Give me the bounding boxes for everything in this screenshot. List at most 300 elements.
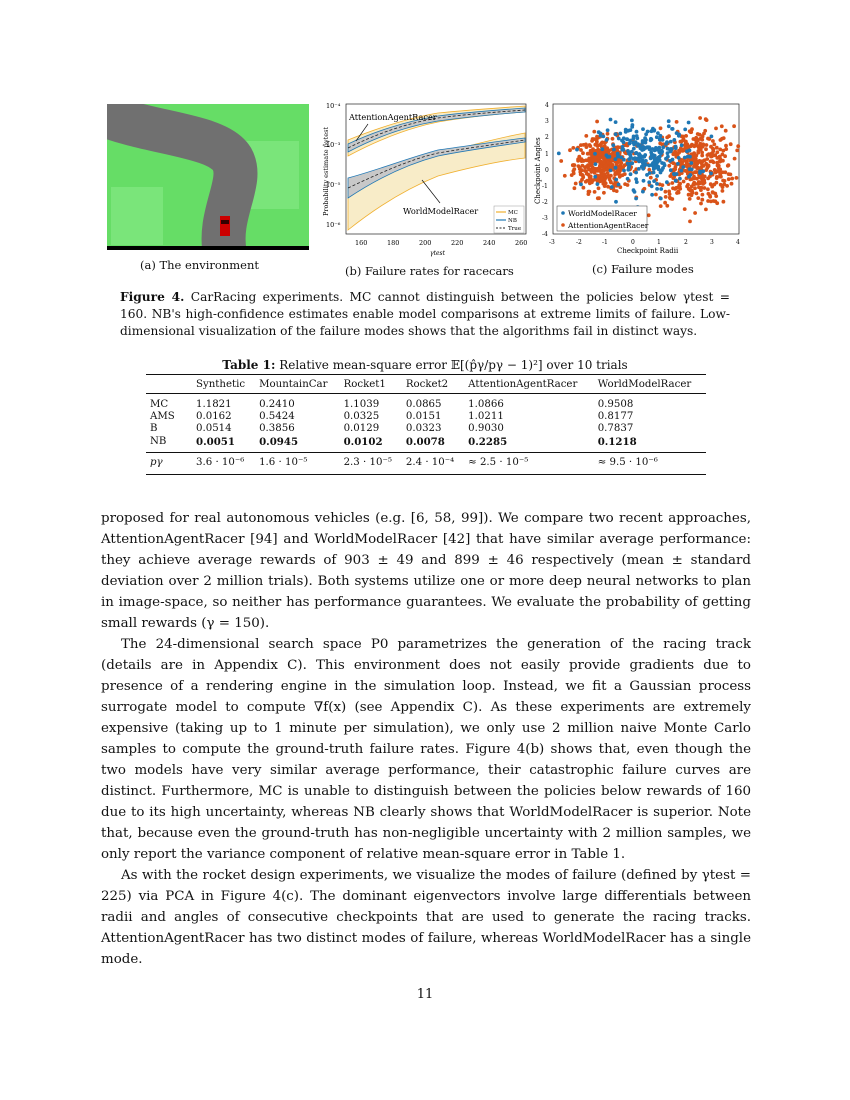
scatter-point [683, 169, 687, 173]
scatter-point [632, 188, 636, 192]
scatter-point [679, 169, 683, 173]
scatter-point [629, 155, 633, 159]
table-cell: 0.5424 [259, 411, 295, 423]
scatter-point [588, 190, 592, 194]
scatter-point [701, 144, 705, 148]
table-cell: 0.0151 [405, 411, 442, 423]
scatter-point [578, 170, 582, 174]
table-caption [120, 358, 730, 372]
scatter-point [706, 199, 710, 203]
scatter-point [600, 177, 604, 181]
scatter-point [721, 185, 725, 189]
scatter-point [599, 134, 603, 138]
scatter-point [730, 177, 734, 181]
scatter-point [599, 165, 603, 169]
scatter-point [641, 139, 645, 143]
scatter-point [667, 134, 671, 138]
scatter-point [721, 179, 725, 183]
scatter-point [622, 169, 626, 173]
scatter-point [686, 183, 690, 187]
yc-tick-m1: -1 [542, 183, 548, 190]
chart-c-ylabel: Checkpoint Angles [534, 137, 542, 204]
scatter-point [688, 197, 692, 201]
scatter-point [647, 145, 651, 149]
scatter-point [617, 137, 621, 141]
scatter-point [735, 149, 739, 153]
scatter-point [677, 156, 681, 160]
scatter-point [584, 169, 588, 173]
panel-a-caption: (a) The environment [140, 258, 259, 272]
scatter-point [640, 165, 644, 169]
body-paragraph-3: As with the rocket design experiments, we visualize the modes of failure (defined by γtest = 225) via PCA in Figure 4(c). The dominant eigenvectors involve large differentials between radii and angles of consecutive checkpoints that are used to generate the racing tracks. AttentionAgentRacer has two distinct modes of failure, whereas WorldModelRacer has a single mode. [101, 868, 751, 967]
scatter-point [690, 189, 694, 193]
scatter-point [674, 179, 678, 183]
scatter-point [573, 186, 577, 190]
scatter-point [594, 162, 598, 166]
scatter-point [683, 207, 687, 211]
scatter-point [680, 143, 684, 147]
scatter-point [695, 166, 699, 170]
table-cell: 0.0514 [196, 423, 232, 435]
scatter-point [668, 174, 672, 178]
scatter-point [649, 151, 653, 155]
scatter-point [617, 183, 621, 187]
scatter-point [689, 144, 693, 148]
scatter-point [614, 157, 618, 161]
scatter-point [588, 181, 592, 185]
scatter-point [559, 159, 563, 163]
scatter-point [628, 142, 632, 146]
scatter-point [633, 156, 637, 160]
yc-tick-m4: -4 [542, 231, 548, 238]
scatter-point [736, 144, 740, 148]
scatter-point [572, 172, 576, 176]
scatter-point [666, 155, 670, 159]
scatter-point [609, 180, 613, 184]
scatter-point [721, 189, 725, 193]
scatter-point [647, 213, 651, 217]
scatter-point [644, 132, 648, 136]
scatter-point [696, 182, 700, 186]
scatter-point [634, 197, 638, 201]
x-tick-260: 260 [515, 239, 528, 247]
scatter-point [689, 173, 693, 177]
failure-modes-scatter [533, 96, 745, 264]
scatter-point [614, 200, 618, 204]
table-cell: 2.3 · 10⁻⁵ [340, 452, 402, 474]
table-label: Table 1: [222, 358, 276, 372]
scatter-point [664, 190, 668, 194]
table-cell: 0.0129 [343, 423, 380, 435]
scatter-point [650, 155, 654, 159]
scatter-point [654, 166, 658, 170]
scatter-point [654, 146, 658, 150]
scatter-point [635, 180, 639, 184]
scatter-point [655, 182, 659, 186]
scatter-point [589, 162, 593, 166]
yc-tick-m2: -2 [542, 199, 548, 206]
scatter-point [622, 148, 626, 152]
table-cell: 0.2410 [259, 399, 295, 410]
xc-tick-2: 2 [684, 239, 688, 246]
scatter-point [571, 163, 575, 167]
table-cell: 0.0865 [405, 399, 442, 410]
scatter-point [678, 177, 682, 181]
scatter-point [602, 191, 606, 195]
table-header-row [146, 375, 706, 394]
scatter-point [625, 137, 629, 141]
results-table [146, 374, 706, 475]
scatter-point [694, 138, 698, 142]
scatter-point [592, 169, 596, 173]
table-row [146, 436, 706, 453]
scatter-point [724, 144, 728, 148]
scatter-point [606, 175, 610, 179]
legend-aar: AttentionAgentRacer [568, 221, 649, 230]
scatter-point [667, 164, 671, 168]
col-header: Rocket1 [340, 375, 402, 394]
scatter-point [698, 171, 702, 175]
scatter-point [699, 202, 703, 206]
table-row [146, 423, 706, 435]
scatter-point [649, 138, 653, 142]
table-row [146, 394, 706, 412]
scatter-point [580, 157, 584, 161]
x-tick-160: 160 [355, 239, 368, 247]
scatter-point [700, 186, 704, 190]
xc-tick-3: 3 [710, 239, 714, 246]
scatter-point [735, 176, 739, 180]
col-header: AttentionAgentRacer [464, 375, 594, 394]
xc-tick-1: 1 [657, 239, 661, 246]
scatter-point [659, 204, 663, 208]
table-cell: 0.1218 [597, 435, 637, 448]
table-cell: B [150, 423, 158, 435]
scatter-point [605, 138, 609, 142]
scatter-point [610, 185, 614, 189]
scatter-point [684, 134, 688, 138]
scatter-point [655, 174, 659, 178]
scatter-point [727, 177, 731, 181]
scatter-point [635, 130, 639, 134]
scatter-point [622, 140, 626, 144]
scatter-point [677, 134, 681, 138]
table-cell: ≈ 2.5 · 10⁻⁵ [464, 452, 594, 474]
scatter-point [714, 127, 718, 131]
scatter-point [668, 159, 672, 163]
scatter-point [630, 119, 634, 123]
scatter-point [667, 119, 671, 123]
scatter-point [701, 193, 705, 197]
table-row-probability [146, 452, 706, 474]
scatter-point [729, 142, 733, 146]
scatter-point [700, 166, 704, 170]
scatter-point [724, 129, 728, 133]
scatter-point [695, 177, 699, 181]
scatter-point [720, 124, 724, 128]
yc-tick-4: 4 [545, 102, 549, 109]
scatter-point [634, 140, 638, 144]
scatter-point [668, 148, 672, 152]
scatter-point [686, 155, 690, 159]
scatter-point [578, 166, 582, 170]
scatter-point [614, 166, 618, 170]
x-tick-240: 240 [483, 239, 496, 247]
scatter-point [693, 170, 697, 174]
scatter-point [611, 143, 615, 147]
scatter-point [700, 151, 704, 155]
body-paragraph-2: The 24-dimensional search space P0 parametrizes the generation of the racing track (details are in Appendix C). This environment does not easily provide gradients due to presence of a rendering engine in the simulation loop. Instead, we fit a Gaussian process surrogate model to compute ∇f(x) (see Appendix C). As these experiments are extremely expensive (taking up to 1 minute per simulation), we only use 2 million naive Monte Carlo samples to compute the ground-truth failure rates. Figure 4(b) shows that, even though the two models have very similar average performance, their catastrophic failure curves are distinct. Furthermore, MC is unable to distinguish between the policies below rewards of 160 due to its high uncertainty, whereas NB clearly shows that WorldModelRacer is superior. Note that, because even the ground-truth has non-negligible uncertainty with 2 million samples, we only report the variance component of relative mean-square error in Table 1. [101, 637, 751, 862]
scatter-point [718, 160, 722, 164]
scatter-point [693, 211, 697, 215]
scatter-point [568, 148, 572, 152]
scatter-point [630, 161, 634, 165]
scatter-point [659, 126, 663, 130]
legend-true: True [508, 226, 522, 232]
table-cell: 0.9030 [468, 423, 504, 435]
scatter-point [685, 161, 689, 165]
scatter-point [713, 168, 717, 172]
yc-tick-m3: -3 [542, 215, 548, 222]
scatter-point [679, 140, 683, 144]
scatter-point [603, 172, 607, 176]
figure-caption [120, 289, 730, 340]
scatter-point [666, 151, 670, 155]
scatter-point [630, 125, 634, 129]
table-cell: 0.7837 [597, 423, 634, 435]
scatter-point [722, 200, 726, 204]
scatter-point [591, 159, 595, 163]
scatter-point [688, 167, 692, 171]
yc-tick-0: 0 [545, 167, 549, 174]
scatter-point [614, 120, 618, 124]
scatter-point [617, 171, 621, 175]
table-cell: 0.0078 [405, 435, 445, 448]
scatter-point [658, 138, 662, 142]
scatter-point [663, 201, 667, 205]
x-tick-180: 180 [387, 239, 400, 247]
table-cell: 0.0945 [259, 435, 299, 448]
scatter-point [641, 190, 645, 194]
scatter-point [632, 147, 636, 151]
scatter-point [614, 132, 618, 136]
scatter-point [612, 148, 616, 152]
scatter-point [602, 168, 606, 172]
scatter-point [669, 140, 673, 144]
scatter-point [590, 139, 594, 143]
scatter-point [671, 186, 675, 190]
scatter-point [582, 143, 586, 147]
scatter-point [688, 129, 692, 133]
scatter-point [687, 121, 691, 125]
scatter-point [696, 132, 700, 136]
scatter-point [673, 150, 677, 154]
scatter-point [661, 145, 665, 149]
table-row [146, 411, 706, 423]
scatter-point [667, 124, 671, 128]
scatter-point [652, 171, 656, 175]
table-cell: 0.0325 [343, 411, 380, 423]
scatter-point [652, 128, 656, 132]
scatter-point [668, 192, 672, 196]
scatter-point [605, 148, 609, 152]
legend-nb: NB [508, 218, 517, 224]
annotation-wmr: WorldModelRacer [403, 206, 479, 216]
legend-mc: MC [508, 210, 518, 216]
scatter-point [645, 173, 649, 177]
scatter-point [704, 147, 708, 151]
scatter-point [709, 160, 713, 164]
scatter-point [593, 190, 597, 194]
scatter-point [592, 130, 596, 134]
figure-label: Figure 4. [120, 290, 185, 304]
scatter-point [641, 127, 645, 131]
table-caption-text: Relative mean-square error 𝔼[(p̂γ/pγ − 1)²] over 10 trials [279, 358, 628, 372]
scatter-point [659, 134, 663, 138]
scatter-point [676, 162, 680, 166]
scatter-point [718, 148, 722, 152]
scatter-point [697, 149, 701, 153]
scatter-point [621, 165, 625, 169]
table-cell: 0.0051 [196, 435, 235, 448]
table-cell: 0.2285 [468, 435, 508, 448]
scatter-point [669, 168, 673, 172]
table-cell: 0.0102 [343, 435, 383, 448]
scatter-point [588, 143, 592, 147]
scatter-point [588, 175, 592, 179]
xc-tick-m3: -3 [549, 239, 555, 246]
table-cell: 0.3856 [259, 423, 295, 435]
scatter-point [580, 178, 584, 182]
scatter-point [581, 151, 585, 155]
scatter-point [590, 154, 594, 158]
scatter-point [596, 143, 600, 147]
scatter-point [597, 186, 601, 190]
scatter-point [705, 118, 709, 122]
scatter-point [715, 146, 719, 150]
scatter-point [668, 196, 672, 200]
table-cell: AMS [150, 411, 175, 423]
environment-image [107, 104, 309, 250]
scatter-point [690, 193, 694, 197]
scatter-point [695, 192, 699, 196]
scatter-point [636, 144, 640, 148]
scatter-point [615, 189, 619, 193]
scatter-point [584, 134, 588, 138]
table-cell: MC [150, 399, 169, 410]
panel-b-caption: (b) Failure rates for racecars [345, 264, 514, 278]
table-cell: 1.0866 [468, 399, 504, 410]
scatter-point [671, 127, 675, 131]
scatter-point [650, 193, 654, 197]
scatter-point [696, 196, 700, 200]
scatter-point [683, 128, 687, 132]
legend-wmr: WorldModelRacer [568, 209, 637, 218]
scatter-point [675, 120, 679, 124]
scatter-point [706, 177, 710, 181]
scatter-point [723, 154, 727, 158]
scatter-point [708, 195, 712, 199]
scatter-point [647, 168, 651, 172]
scatter-point [589, 149, 593, 153]
x-tick-200: 200 [419, 239, 432, 247]
scatter-point [698, 116, 702, 120]
x-tick-220: 220 [451, 239, 464, 247]
scatter-point [654, 193, 658, 197]
scatter-point [597, 130, 601, 134]
scatter-point [571, 146, 575, 150]
annotation-aar: AttentionAgentRacer [349, 112, 437, 122]
scatter-point [602, 160, 606, 164]
scatter-point [664, 195, 668, 199]
body-paragraph-1: proposed for real autonomous vehicles (e.g. [6, 58, 99]). We compare two recent approaches, AttentionAgentRacer [94] and WorldModelRacer [42] that have similar average performance: they achieve average rewards of 903 ± 49 and 899 ± 46 respectively (mean ± standard deviation over 2 million trials). Both systems utilize one or more deep neural networks to plan in image-space, so neither has performance guarantees. We evaluate the probability of getting small rewards (γ = 150). [101, 511, 751, 631]
scatter-point [629, 172, 633, 176]
table-cell: ≈ 9.5 · 10⁻⁶ [594, 452, 706, 474]
xc-tick-0: 0 [631, 239, 635, 246]
scatter-point [593, 152, 597, 156]
table-cell: NB [150, 435, 167, 447]
scatter-point [729, 173, 733, 177]
scatter-point [710, 135, 714, 139]
scatter-point [595, 120, 599, 124]
scatter-point [674, 145, 678, 149]
scatter-point [711, 153, 715, 157]
scatter-point [563, 174, 567, 178]
scatter-point [689, 161, 693, 165]
scatter-point [582, 186, 586, 190]
scatter-point [657, 146, 661, 150]
scatter-point [606, 128, 610, 132]
table-cell: 3.6 · 10⁻⁶ [192, 452, 255, 474]
scatter-point [709, 145, 713, 149]
scatter-point [720, 137, 724, 141]
scatter-point [601, 156, 605, 160]
scatter-point [713, 199, 717, 203]
scatter-point [693, 186, 697, 190]
scatter-point [670, 181, 674, 185]
scatter-point [732, 124, 736, 128]
chart-c-xlabel: Checkpoint Radii [617, 247, 679, 255]
scatter-point [614, 178, 618, 182]
scatter-point [727, 163, 731, 167]
scatter-point [642, 179, 646, 183]
scatter-point [579, 148, 583, 152]
scatter-point [647, 180, 651, 184]
scatter-point [574, 182, 578, 186]
scatter-point [703, 129, 707, 133]
scatter-point [715, 181, 719, 185]
col-header: Synthetic [192, 375, 255, 394]
scatter-point [678, 182, 682, 186]
xc-tick-4: 4 [736, 239, 740, 246]
y-tick-1: 10⁻⁶ [326, 221, 341, 229]
scatter-point [665, 180, 669, 184]
scatter-point [627, 166, 631, 170]
scatter-point [655, 135, 659, 139]
table-cell: 0.0323 [405, 423, 442, 435]
scatter-point [718, 168, 722, 172]
scatter-point [609, 169, 613, 173]
scatter-point [706, 137, 710, 141]
scatter-point [657, 156, 661, 160]
scatter-point [701, 135, 705, 139]
scatter-point [572, 167, 576, 171]
scatter-point [650, 184, 654, 188]
scatter-point [665, 204, 669, 208]
scatter-point [688, 149, 692, 153]
scatter-point [606, 161, 610, 165]
chart-b-xlabel: γtest [430, 250, 446, 257]
